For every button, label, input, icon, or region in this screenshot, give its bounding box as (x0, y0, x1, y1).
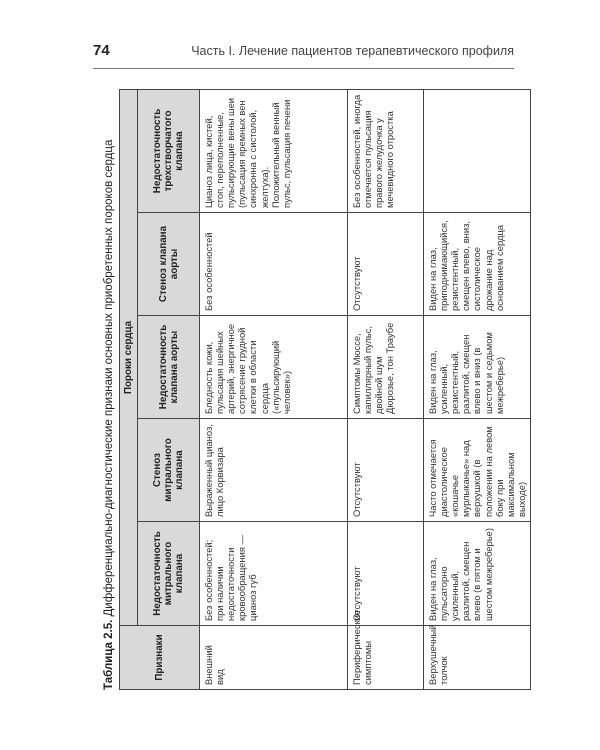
table-cell: Бледность кожи, пульсация шейных артерий, энергичное сотрясение грудной клетки в области сердца («пульсирующий человек») (200, 316, 348, 419)
header-rule (93, 68, 514, 69)
table-cell: Виден на глаз, приподнимающийся, резистентный, смещен влево, вниз, систолическое дрожание над основанием сердца (424, 213, 531, 316)
row-label: Внешний вид (200, 626, 348, 690)
table-caption-text: Дифференциально-диагностические признаки основных приобретенных пороков сердца (103, 139, 115, 617)
table-row (348, 89, 424, 689)
table-cell: Без особенностей, иногда отмечается пульсация правого желудочка у мечевидного отростка (348, 89, 424, 212)
col-header-mitral-stenosis: Стеноз митрального клапана (138, 419, 200, 522)
page-number: 74 (93, 42, 110, 59)
table-cell: Выраженный цианоз, лицо Корвизара (200, 419, 348, 522)
row-label: Верхушечный толчок (424, 626, 531, 690)
table-cell: Виден на глаз, пульсаторно усиленный, разлитой, смещен влево (в пятом и шестом межреберье) (424, 522, 531, 626)
table-cell: Отсутствуют (348, 213, 424, 316)
table-cell (424, 89, 531, 212)
table-row (424, 89, 531, 689)
defects-table (119, 89, 531, 690)
table-cell: Часто отмечается диастолическое «кошачье мурлыканье» над верхушкой (в положении на левом боку при максимальном выходе) (424, 419, 531, 522)
col-header-aortic-stenosis: Стеноз клапана аорты (138, 213, 200, 316)
col-header-signs: Признаки (120, 626, 200, 690)
running-title: Часть I. Лечение пациентов терапевтического профиля (191, 44, 514, 58)
table-cell: Без особенностей (200, 213, 348, 316)
table-cell: Цианоз лица, кистей, стоп, переполненные, пульсирующие вены шеи (пульсация яремных вен синхронна с систолой, желтуха). Положительный венный пульс, пульсация печени (200, 89, 348, 212)
col-header-mitral-insufficiency: Недостаточность митрального клапана (138, 522, 200, 626)
col-header-tricuspid-insufficiency: Недостаточность трехстворчатого клапана (138, 89, 200, 212)
row-label: Периферические симптомы (348, 626, 424, 690)
table-label: Таблица 2.5. (103, 619, 115, 690)
table-cell: Симптомы Мюссе, капиллярный пульс, двойной шум Дюрозье, тон Траубе (348, 316, 424, 419)
table-cell: Отсутствуют (348, 522, 424, 626)
group-header-defects: Пороки сердца (120, 89, 138, 625)
table-cell: Отсутствуют (348, 419, 424, 522)
table-cell: Виден на глаз, усиленный, резистентный, разлитой, смещен влево и вниз (в шестом и седьмом межреберье) (424, 316, 531, 419)
table-caption (102, 90, 116, 690)
table-row (200, 89, 348, 689)
col-header-aortic-insufficiency: Недостаточность клапана аорты (138, 316, 200, 419)
table-cell: Без особенностей; при наличии недостаточности кровообращения — цианоз губ (200, 522, 348, 626)
rotated-table-block (102, 90, 527, 690)
